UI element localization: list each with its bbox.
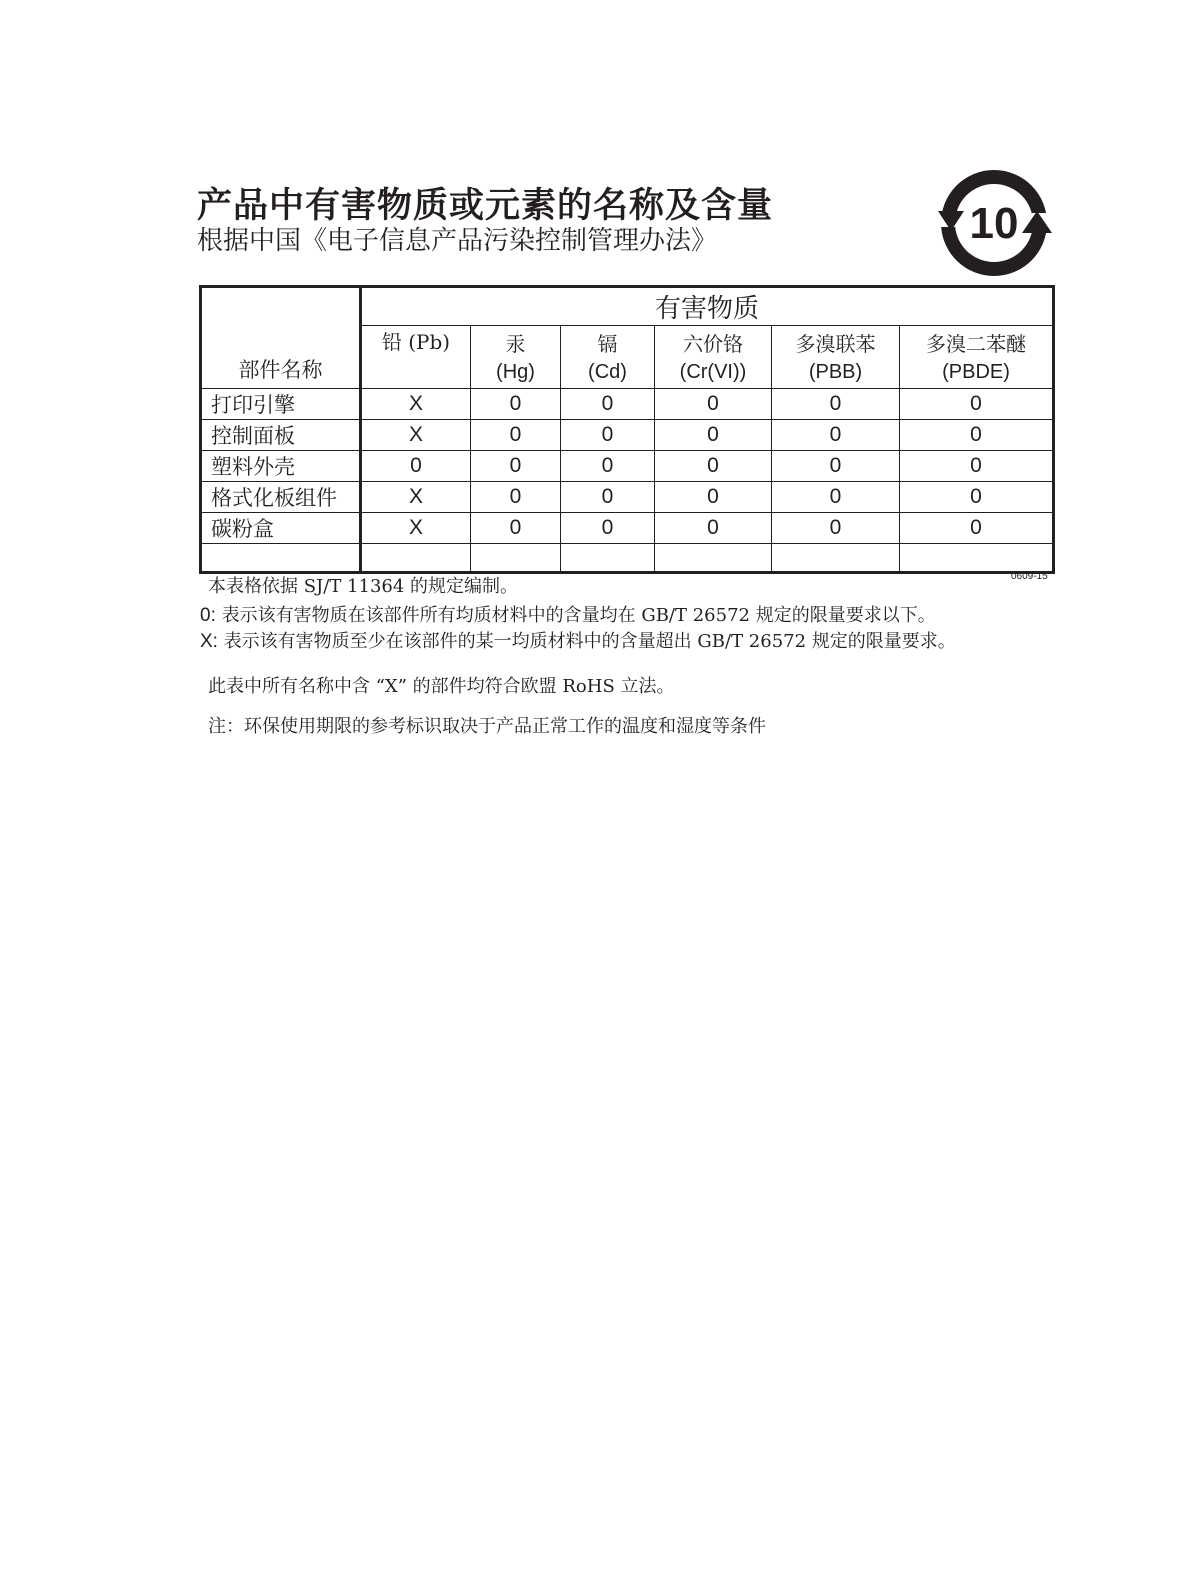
table-cell: 0 bbox=[561, 451, 655, 482]
note-zero-mark: 0: bbox=[200, 605, 216, 626]
table-cell: X bbox=[361, 389, 471, 420]
table-cell: 0 bbox=[772, 420, 900, 451]
part-name: 控制面板 bbox=[201, 420, 361, 451]
column-header: 镉 (Cd) bbox=[561, 326, 655, 389]
part-name: 碳粉盒 bbox=[201, 513, 361, 544]
part-name: 打印引擎 bbox=[201, 389, 361, 420]
table-cell: 0 bbox=[471, 451, 561, 482]
table-cell: 0 bbox=[361, 451, 471, 482]
note-x bbox=[200, 630, 956, 654]
table-cell: 0 bbox=[655, 389, 772, 420]
part-name: 塑料外壳 bbox=[201, 451, 361, 482]
table-cell: X bbox=[361, 420, 471, 451]
table-cell: 0 bbox=[471, 389, 561, 420]
table-cell: 0 bbox=[471, 513, 561, 544]
part-name: 格式化板组件 bbox=[201, 482, 361, 513]
table-cell bbox=[561, 544, 655, 573]
table-cell: 0 bbox=[900, 513, 1054, 544]
table-cell: 0 bbox=[655, 482, 772, 513]
epup-10-icon bbox=[936, 167, 1056, 277]
column-header: 铅 (Pb) bbox=[361, 326, 471, 389]
column-header: 多溴二苯醚 (PBDE) bbox=[900, 326, 1054, 389]
column-header: 多溴联苯 (PBB) bbox=[772, 326, 900, 389]
table-cell bbox=[772, 544, 900, 573]
note-x-text: 表示该有害物质至少在该部件的某一均质材料中的含量超出 GB/T 26572 规定的限量要求。 bbox=[223, 631, 956, 652]
table-row bbox=[201, 389, 1054, 420]
column-header: 六价铬 (Cr(VI)) bbox=[655, 326, 772, 389]
table-cell: 0 bbox=[561, 513, 655, 544]
table-cell: 0 bbox=[772, 389, 900, 420]
table-cell: 0 bbox=[772, 482, 900, 513]
document-subtitle: 根据中国《电子信息产品污染控制管理办法》 bbox=[197, 226, 718, 256]
table-row-empty bbox=[201, 544, 1054, 573]
table-cell bbox=[655, 544, 772, 573]
table-row bbox=[201, 513, 1054, 544]
table-cell: 0 bbox=[561, 420, 655, 451]
note-zero-text: 表示该有害物质在该部件所有均质材料中的含量均在 GB/T 26572 规定的限量要求以下。 bbox=[221, 605, 936, 626]
table-cell: 0 bbox=[900, 389, 1054, 420]
hazardous-substances-table bbox=[199, 285, 1055, 574]
table-cell: 0 bbox=[772, 451, 900, 482]
table-cell: 0 bbox=[471, 482, 561, 513]
note-basis: 本表格依据 SJ/T 11364 的规定编制。 bbox=[208, 576, 519, 597]
table-cell: 0 bbox=[655, 451, 772, 482]
table-cell: 0 bbox=[655, 513, 772, 544]
document-code: 0609-15 bbox=[1011, 571, 1048, 582]
note-x-mark: X: bbox=[200, 631, 218, 652]
table-cell: 0 bbox=[655, 420, 772, 451]
epup-number: 10 bbox=[969, 199, 1019, 248]
table-row bbox=[201, 482, 1054, 513]
table-cell: 0 bbox=[772, 513, 900, 544]
part-name-header: 部件名称 bbox=[201, 287, 361, 389]
table-cell: X bbox=[361, 482, 471, 513]
part-name bbox=[201, 544, 361, 573]
table-cell: 0 bbox=[900, 420, 1054, 451]
hazardous-substance-header: 有害物质 bbox=[361, 287, 1054, 326]
table-cell bbox=[471, 544, 561, 573]
column-header: 汞 (Hg) bbox=[471, 326, 561, 389]
table-cell: 0 bbox=[900, 482, 1054, 513]
table-cell: 0 bbox=[561, 389, 655, 420]
table-cell bbox=[900, 544, 1054, 573]
table-cell: 0 bbox=[471, 420, 561, 451]
table-cell: X bbox=[361, 513, 471, 544]
table-row bbox=[201, 451, 1054, 482]
note-zero bbox=[200, 604, 936, 628]
table-row bbox=[201, 420, 1054, 451]
document-title: 产品中有害物质或元素的名称及含量 bbox=[197, 186, 774, 226]
table-cell: 0 bbox=[561, 482, 655, 513]
note-epup: 注：环保使用期限的参考标识取决于产品正常工作的温度和湿度等条件 bbox=[208, 716, 766, 737]
table-cell bbox=[361, 544, 471, 573]
table-cell: 0 bbox=[900, 451, 1054, 482]
note-rohs: 此表中所有名称中含 “X” 的部件均符合欧盟 RoHS 立法。 bbox=[208, 676, 675, 697]
